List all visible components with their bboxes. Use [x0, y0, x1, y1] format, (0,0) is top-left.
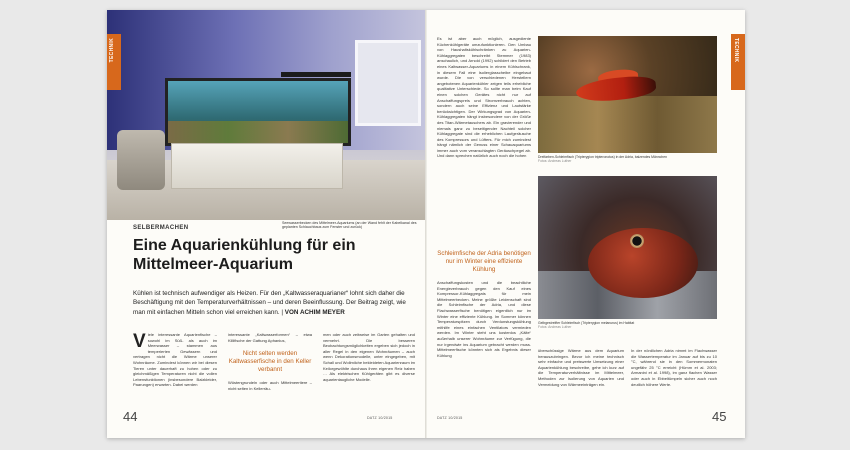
magazine-spread	[107, 10, 745, 438]
article-author: VON ACHIM MEYER	[284, 308, 345, 316]
right-col2-text: überschüssige Wärme aus dem Aquarium herauszubringen. Bevor ich meine technisch sehr einfache und preiswerte Umsetzung einer Aquarienkühlung beschreibe, gehe ich kurz auf die Temperaturverhältnisse im Mittelmeer, Methoden zur Isolierung von Aquarien und Vermeidung von Wärmeeinträgen ein.	[538, 348, 624, 387]
left-pull-quote: Nicht selten werden Kaltwasserfische in den Keller verbannt	[228, 350, 312, 373]
right-column-2	[538, 348, 624, 387]
section-tab-left	[107, 34, 121, 90]
left-column-2b	[228, 380, 312, 391]
photo-rock	[538, 96, 717, 153]
left-col1-text: iele interessante Aquarienfische – sowohl im Süß- als auch im Meerwasser – stammen aus temperierten Gewässern und vertragen nicht die Wärme unserer Wohnräume. Zumindest können wir bei diesen Tieren unter dauerhaft zu hohen oder zu gleichmäßigen Temperaturen nicht die vollen Lebensfunktionen (insbesondere Balzkleider, Paarungen) erwarten. Dabei werden	[133, 332, 217, 388]
article-headline: Eine Aquarienkühlung für ein Mittelmeer-Aquarium	[133, 237, 356, 273]
right-column-1	[437, 36, 531, 159]
left-col2-text-a: interessante „Kaltwasserformen“ – etwa Killifische der Gattung Aphanius,	[228, 332, 312, 343]
left-column-2	[228, 332, 312, 343]
photo-aquarium-cabinet	[171, 143, 343, 189]
right-column-3	[631, 348, 717, 387]
section-tab-right	[731, 34, 745, 90]
page-gutter	[425, 10, 427, 438]
right-column-1b	[437, 280, 531, 358]
blenny-photo-1	[538, 36, 717, 153]
left-column-3	[323, 332, 415, 382]
main-photo-caption: Seewasserbecken des Mittelmeer-Aquariums (an der Wand fehlt der Kabelkanal des geplanten Schlauchbaus zum Fenster und zurück)	[282, 221, 417, 230]
article-lead	[133, 289, 413, 317]
lead-text: Kühlen ist technisch aufwendiger als Heizen. Für den „Kaltwasseraquarianer“ lohnt sich daher die Beschäftigung mit den Temperaturverhältnissen – und deren Beeinflussung. Der Beitrag zeigt, wie man mit einfachen Mitteln schon viel erreichen kann.	[133, 290, 406, 316]
article-kicker: SELBERMACHEN	[133, 225, 189, 231]
aquarium-room-photo	[107, 10, 425, 220]
fish-caption-2	[538, 321, 717, 329]
section-tab-label-right: TECHNIK	[733, 38, 739, 63]
fish-caption-1-credit: Fotos: Andreas Luther	[538, 159, 572, 164]
left-column-1	[133, 332, 217, 388]
left-col2-text-b: Wüstengrundeln oder auch Mittelmeertiere – nicht selten in Kellerräu-	[228, 380, 312, 391]
fish-caption-1	[538, 155, 717, 163]
right-col3-text: In der nördlichen Adria nimmt im Flachwasser die Wassertemperatur im Januar auf bis zu 10 °C, während sie in den Sommermonaten ungefähr 25 °C erreicht (Hümm et al. 2003; Armanini et al. 1998), im ganz flachen Wasser oder auch in Ebbeltümpeln sicher auch noch deutlich höhere Werte.	[631, 348, 717, 387]
photo-aquarium-lamp	[281, 72, 351, 77]
page-number-right: 45	[712, 409, 727, 424]
right-col1-text: Es ist aber auch möglich, ausgediente Küchenkühlgeräte umzufunktionieren. Den Umbau von Haushaltskühlschränken zu Aquarien-Kühlaggregaten beschreibt Stemmer (1983) anschaulich, und Arnold (1992) schildert den Betrieb eines Kaltwasser-Aquariums in einem Kühlschrank, in diesem Fall eine Isolierglasscheibe eingebaut wurde. Die von verschiedenen Herstellern angebotenen Aquarienkühler zeigen teils erhebliche qualitative Unterschiede. So sollte man beim Kauf einen solchen Gerätes nicht nur auf Anschaffungspreis und Stromverbrauch achten, sondern auch seine Effizienz und Lautstärke berücksichtigen. Der Wirkungsgrad von Aquarien-Kühlaggregaten hängt insbesondere von der Größe des Titan-Wärmetauschers ab. Ein gravierender und niemals ganz zu beseitigender Nachteil solcher Kühlaggregate sind die erheblichen Laufgeräusche des Kompressors und Lüfters. Für mich zumindest hängt nämlich der Genuss einer Schauaquariums immer auch vom veranschlagten Geräuschpegel ab. Und dann sprechen natürlich auch noch die hohen	[437, 36, 531, 159]
page-number-left: 44	[123, 409, 138, 424]
photo-blenny-eye	[630, 234, 644, 248]
fish-caption-2-credit: Fotos: Andreas Luther	[538, 325, 572, 330]
footer-right: DATZ 10/2015	[437, 416, 463, 420]
section-tab-label: TECHNIK	[109, 38, 115, 63]
left-col3-text: men oder auch zeitweise im Garten gehalten und vermehrt. Die besseren Beobachtungsmöglichkeiten ergeben sich jedoch in aller Regel in den eigenen Wohnräumen – auch wenn Dekorationsmodelle, unter eingegeben, mit Schall und Wollmilche bekleideten Aquarienraum im Keilorgewöhlte durchaus ihren eigenen Reiz haben … Als elektrischen Kühlgeräten gibt es diverse aquarientaugliche Modelle.	[323, 332, 415, 382]
fish-caption-1-text: Dreifarben-Schleimfisch (Tripterygion tripteronotus) in der Adria, balzendes Männchen	[538, 155, 667, 159]
right-pull-quote: Schleimfische der Adria benötigen nur im Winter eine effiziente Kühlung	[437, 250, 531, 273]
photo-aquarium-tank	[165, 78, 351, 146]
dropcap: V	[133, 331, 146, 352]
footer-left: DATZ 10/2015	[367, 416, 393, 420]
right-col1b-text: Anschaffungskosten und die beachtliche Energieverbrauch gegen den Kauf eines Kompressor-Kühlaggregats für mein Mittelmeerbecken. Meine größte Leidenschaft sind die Schleimfische der Adria, und diese Flachwasserfische benötigen eigentlich nur im Winter eine effiziente Kühlung. Im Sommer können Temperaturspitzen durch Verdunstungskühlung mithilfe eines einfachen Ventilators vermieden werden. Im Winter steht uns kostenlos „Kälte“ außerhalb unserer Wohnräume zur Verfügung, die nur irgendwie ins Aquarium gebracht werden muss. Mittelmeerfische könnten sich als Ergebnis dieser Kühlung	[437, 280, 531, 358]
fish-caption-2-text: Gelbgestreifter Schleimfisch (Tripterygion melanurus) im Habitat	[538, 321, 635, 325]
blenny-photo-2	[538, 176, 717, 319]
photo-tank-rocks	[168, 121, 348, 143]
photo-window	[355, 40, 421, 126]
photo-chair	[117, 130, 165, 190]
lead-separator: |	[281, 308, 285, 316]
